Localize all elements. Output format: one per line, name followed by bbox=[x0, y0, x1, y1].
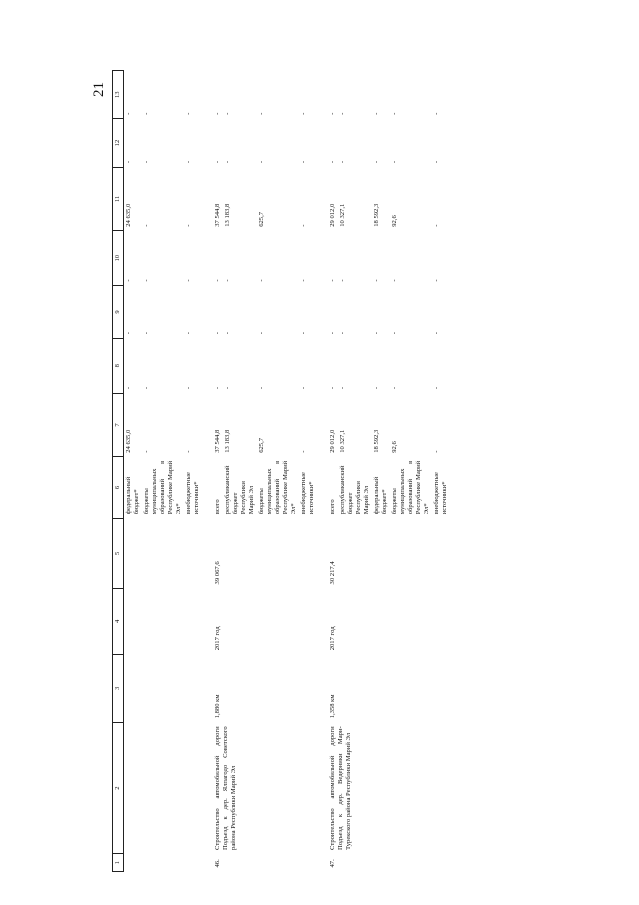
funding-source: бюджеты муниципальных образований в Республике Марий Эл* bbox=[143, 460, 182, 515]
value-cell: - bbox=[433, 112, 440, 115]
column-number-row bbox=[113, 71, 124, 872]
value-cell: - bbox=[300, 224, 307, 227]
empty-cell bbox=[184, 854, 213, 872]
value-cell: - bbox=[185, 112, 192, 115]
road-length: 1,358 км bbox=[329, 694, 336, 719]
year: 2017 год bbox=[214, 626, 221, 651]
value-cell: - bbox=[258, 279, 265, 282]
table-row bbox=[142, 71, 184, 872]
value-cell: - bbox=[391, 112, 398, 115]
value-cell: - bbox=[185, 450, 192, 453]
value-cell: - bbox=[214, 160, 221, 164]
page-number: 21 bbox=[91, 82, 107, 97]
value-cell: - bbox=[125, 332, 132, 335]
value-cell: - bbox=[185, 332, 192, 335]
value-cell: 92,6 bbox=[391, 215, 398, 227]
funding-source: бюджеты муниципальных образований в Республике Марий Эл* bbox=[391, 460, 430, 515]
funding-source: федеральный бюджет* bbox=[125, 476, 140, 515]
year: 2017 год bbox=[329, 626, 336, 651]
value-cell: - bbox=[300, 450, 307, 453]
value-cell: - bbox=[329, 386, 336, 390]
value-cell: - bbox=[373, 386, 380, 390]
item-name: Строительство автомобильной дороги Подъезд к дер. Ведерники Мари-Турекского района Республики Марий Эл bbox=[329, 726, 352, 850]
item-number: 47. bbox=[329, 859, 336, 868]
value-cell: 37 544,8 bbox=[214, 203, 221, 227]
item-number: 46. bbox=[214, 859, 221, 868]
empty-cell bbox=[184, 588, 213, 654]
value-cell: - bbox=[214, 279, 221, 282]
value-cell: - bbox=[224, 160, 231, 164]
value-cell: - bbox=[143, 450, 150, 453]
funding-source: бюджеты муниципальных образований в Республике Марий Эл* bbox=[258, 460, 297, 515]
value-cell: - bbox=[258, 332, 265, 335]
value-cell: - bbox=[143, 160, 150, 164]
value-cell: - bbox=[214, 112, 221, 115]
column-number: 6 bbox=[113, 457, 124, 518]
value-cell: - bbox=[185, 279, 192, 282]
value-cell: - bbox=[185, 160, 192, 164]
value-cell: - bbox=[300, 332, 307, 335]
column-number: 13 bbox=[113, 71, 124, 119]
value-cell: - bbox=[185, 386, 192, 390]
column-number: 11 bbox=[113, 167, 124, 231]
value-cell: 13 183,8 bbox=[224, 203, 231, 227]
value-cell: - bbox=[373, 332, 380, 335]
value-cell: - bbox=[143, 279, 150, 282]
column-number: 10 bbox=[113, 231, 124, 286]
value-cell: 10 327,1 bbox=[339, 429, 346, 453]
column-number: 5 bbox=[113, 518, 124, 588]
value-cell: - bbox=[224, 279, 231, 282]
value-cell: - bbox=[391, 386, 398, 390]
funding-source: всего bbox=[214, 499, 221, 515]
value-cell: - bbox=[329, 160, 336, 164]
funding-source: всего bbox=[329, 499, 336, 515]
total-cost: 39 067,6 bbox=[214, 561, 221, 585]
road-length: 1,880 км bbox=[214, 694, 221, 719]
value-cell: - bbox=[143, 386, 150, 390]
table-row bbox=[213, 71, 223, 872]
value-cell: - bbox=[258, 160, 265, 164]
value-cell: - bbox=[125, 279, 132, 282]
value-cell: - bbox=[329, 112, 336, 115]
value-cell: - bbox=[214, 332, 221, 335]
value-cell: - bbox=[258, 386, 265, 390]
value-cell: - bbox=[125, 160, 132, 164]
value-cell: - bbox=[224, 386, 231, 390]
value-cell: - bbox=[433, 224, 440, 227]
empty-cell bbox=[184, 722, 213, 854]
value-cell: 18 592,3 bbox=[373, 429, 380, 453]
value-cell: 29 012,0 bbox=[329, 203, 336, 227]
table-row bbox=[328, 71, 338, 872]
value-cell: - bbox=[373, 160, 380, 164]
value-cell: - bbox=[329, 279, 336, 282]
empty-cell bbox=[124, 654, 143, 722]
value-cell: - bbox=[143, 224, 150, 227]
value-cell: - bbox=[329, 332, 336, 335]
empty-cell bbox=[124, 518, 143, 588]
value-cell: - bbox=[300, 160, 307, 164]
column-number: 12 bbox=[113, 119, 124, 167]
value-cell: - bbox=[339, 386, 346, 390]
value-cell: 18 592,3 bbox=[373, 203, 380, 227]
value-cell: - bbox=[433, 160, 440, 164]
value-cell: - bbox=[300, 112, 307, 115]
column-number: 4 bbox=[113, 588, 124, 654]
value-cell: 625,7 bbox=[258, 211, 265, 227]
value-cell: - bbox=[224, 332, 231, 335]
value-cell: - bbox=[339, 332, 346, 335]
funding-source: федеральный бюджет* bbox=[373, 476, 388, 515]
column-number: 7 bbox=[113, 393, 124, 457]
table-row bbox=[184, 71, 213, 872]
value-cell: 92,6 bbox=[391, 441, 398, 453]
value-cell: - bbox=[143, 112, 150, 115]
value-cell: 10 327,1 bbox=[339, 203, 346, 227]
value-cell: - bbox=[125, 112, 132, 115]
column-number: 3 bbox=[113, 654, 124, 722]
empty-cell bbox=[124, 854, 143, 872]
value-cell: - bbox=[125, 386, 132, 390]
column-number: 1 bbox=[113, 854, 124, 872]
empty-cell bbox=[142, 518, 184, 588]
value-cell: 24 635,0 bbox=[125, 203, 132, 227]
column-number: 2 bbox=[113, 722, 124, 854]
value-cell: - bbox=[373, 112, 380, 115]
budget-table bbox=[112, 70, 461, 872]
value-cell: - bbox=[185, 224, 192, 227]
value-cell: - bbox=[373, 279, 380, 282]
value-cell: 24 635,0 bbox=[125, 429, 132, 453]
funding-source: внебюджетные источники* bbox=[433, 472, 448, 515]
funding-source: республиканский бюджет Республики Марий Эл bbox=[339, 465, 370, 515]
empty-cell bbox=[142, 854, 184, 872]
empty-cell bbox=[142, 654, 184, 722]
value-cell: - bbox=[433, 386, 440, 390]
value-cell: - bbox=[339, 160, 346, 164]
column-number: 9 bbox=[113, 286, 124, 339]
value-cell: - bbox=[339, 112, 346, 115]
column-number: 8 bbox=[113, 338, 124, 393]
funding-source: внебюджетные источники* bbox=[185, 472, 200, 515]
value-cell: - bbox=[214, 386, 221, 390]
value-cell: - bbox=[433, 279, 440, 282]
value-cell: 13 183,8 bbox=[224, 429, 231, 453]
value-cell: - bbox=[391, 279, 398, 282]
empty-cell bbox=[124, 588, 143, 654]
rotated-table-container bbox=[112, 70, 582, 872]
value-cell: - bbox=[143, 332, 150, 335]
value-cell: 37 544,8 bbox=[214, 429, 221, 453]
table-row bbox=[124, 71, 143, 872]
empty-cell bbox=[184, 654, 213, 722]
empty-cell bbox=[142, 722, 184, 854]
item-name: Строительство автомобильной дороги Подъезд к дер. Ялпагодо Советского района Республики Марий Эл bbox=[214, 726, 237, 850]
empty-cell bbox=[124, 722, 143, 854]
value-cell: 625,7 bbox=[258, 437, 265, 453]
funding-source: внебюджетные источники* bbox=[300, 472, 315, 515]
funding-source: республиканский бюджет Республики Марий Эл bbox=[224, 465, 255, 515]
empty-cell bbox=[184, 518, 213, 588]
value-cell: - bbox=[300, 386, 307, 390]
value-cell: - bbox=[391, 160, 398, 164]
value-cell: - bbox=[433, 332, 440, 335]
value-cell: - bbox=[224, 112, 231, 115]
value-cell: 29 012,0 bbox=[329, 429, 336, 453]
value-cell: - bbox=[339, 279, 346, 282]
value-cell: - bbox=[300, 279, 307, 282]
total-cost: 30 217,4 bbox=[329, 561, 336, 585]
value-cell: - bbox=[258, 112, 265, 115]
value-cell: - bbox=[391, 332, 398, 335]
value-cell: - bbox=[433, 450, 440, 453]
empty-cell bbox=[142, 588, 184, 654]
